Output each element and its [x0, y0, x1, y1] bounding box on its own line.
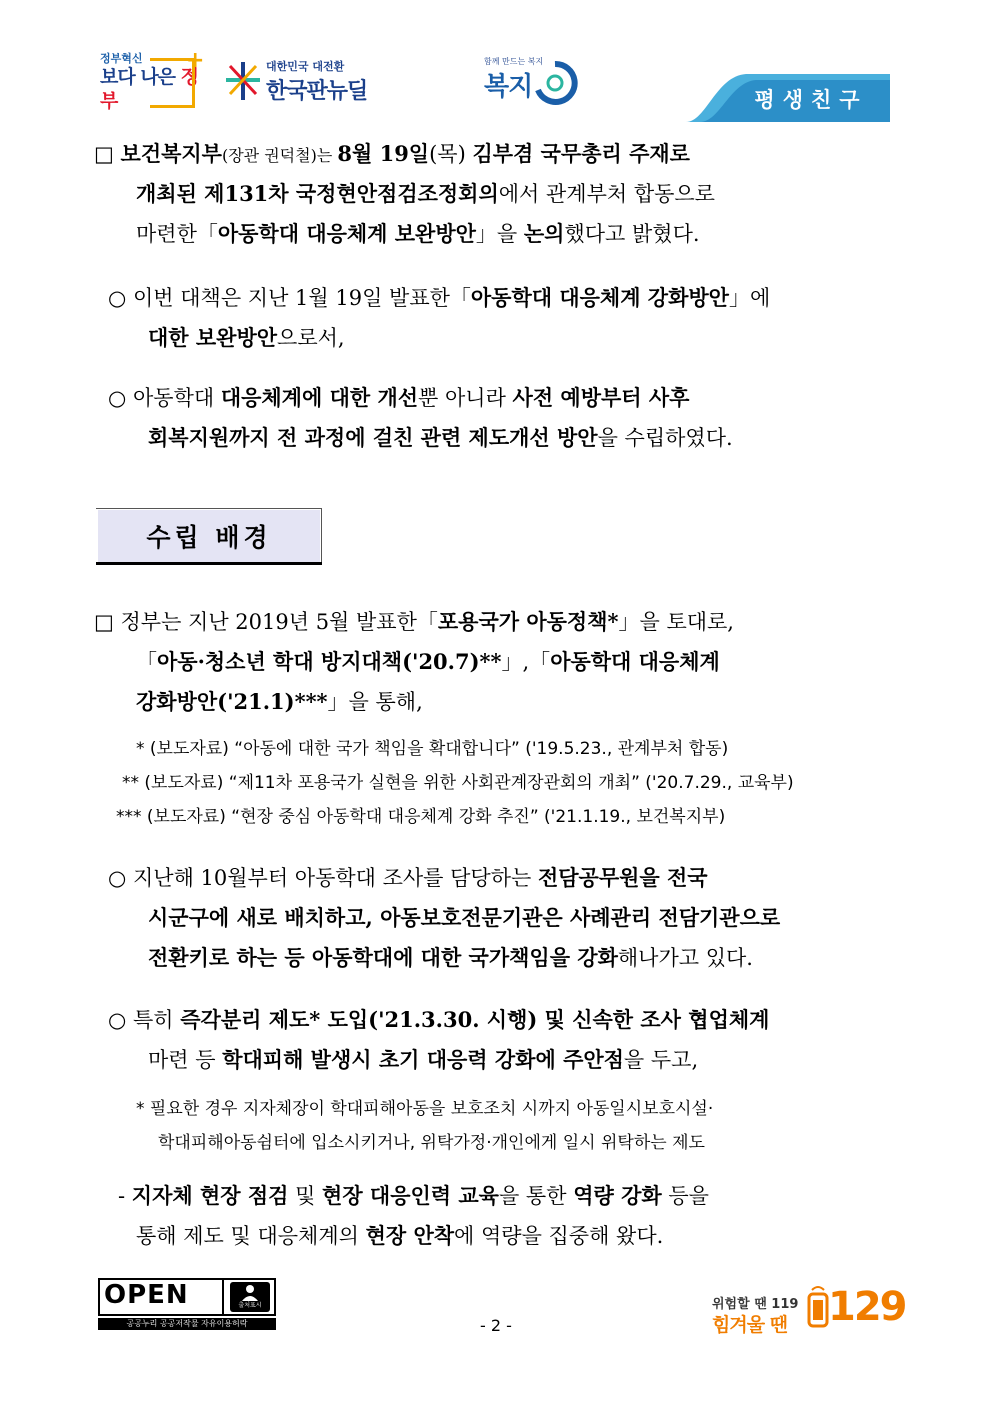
intro-paragraph-line2: 개최된 제131차 국정현안점검조정회의에서 관계부처 합동으로 — [136, 181, 715, 206]
logo-title: 한국판뉴딜 — [266, 79, 368, 104]
logo-title: 보다 나은 정부 — [100, 66, 199, 112]
tab-label: 평생친구 — [754, 88, 868, 112]
dash-line1: - 지자체 현장 점검 및 현장 대응인력 교육을 통한 역량 강화 등을 — [118, 1183, 709, 1208]
header-tab — [686, 72, 890, 122]
footnote: * (보도자료) “아동에 대한 국가 책임을 확대합니다” ('19.5.23., 관계부처 합동) — [136, 739, 729, 759]
footnote: ** (보도자료) “제11차 포용국가 실현을 위한 사회관계장관회의 개최” ('20.7.29., 교육부) — [122, 773, 794, 793]
logo-subtitle: 정부혁신 — [100, 52, 143, 65]
footnote: * 필요한 경우 지자체장이 학대피해아동을 보호조치 시까지 아동일시보호시설· — [136, 1099, 714, 1119]
page-number: - 2 - — [480, 1316, 512, 1335]
footnote: *** (보도자료) “현장 중심 아동학대 대응체계 강화 추진” ('21.1.19., 보건복지부) — [116, 807, 726, 827]
background-line3: 강화방안('21.1)***」을 통해, — [136, 689, 423, 714]
background-line2: 「아동·청소년 학대 방지대책('20.7)**」,「아동학대 대응체계 — [136, 649, 720, 674]
bullet1-line1: ○ 이번 대책은 지난 1월 19일 발표한「아동학대 대응체계 강화방안」에 — [108, 285, 771, 310]
logo-subtitle: 대한민국 대전환 — [266, 60, 345, 73]
bullet2-line1: ○ 아동학대 대응체계에 대한 개선뿐 아니라 사전 예방부터 사후 — [108, 385, 690, 410]
welfare-logo — [484, 56, 584, 108]
bullet2-line2: 회복지원까지 전 과정에 걸친 관련 제도개선 방안을 수립하였다. — [148, 425, 733, 450]
new-deal-star-icon — [224, 60, 262, 102]
attribution-caption: 출처표시 — [238, 1302, 262, 1309]
section-title: 수립 배경 — [146, 523, 272, 552]
intro-paragraph-line3: 마련한「아동학대 대응체계 보완방안」을 논의했다고 밝혔다. — [136, 221, 700, 246]
footnote: 학대피해아동쉼터에 입소시키거나, 위탁가정·개인에게 일시 위탁하는 제도 — [158, 1133, 705, 1153]
dash-line2: 통해 제도 및 대응체계의 현장 안착에 역량을 집중해 왔다. — [136, 1223, 664, 1248]
phone-icon — [806, 1282, 830, 1328]
intro-paragraph-line1: □ 보건복지부(장관 권덕철)는 8월 19일(목) 김부겸 국무총리 주재로 — [94, 141, 690, 166]
bullet3-line3: 전환키로 하는 등 아동학대에 대한 국가책임을 강화해나가고 있다. — [148, 945, 753, 970]
hotline-129-logo — [710, 1276, 906, 1336]
license-strip: 공공누리 공공저작물 자유이용허락 — [98, 1318, 276, 1330]
bullet4-line1: ○ 특히 즉각분리 제도* 도입('21.3.30. 시행) 및 신속한 조사 협업체계 — [108, 1007, 770, 1032]
logo-title: 복지 — [484, 72, 533, 102]
hotline-number: 129 — [828, 1284, 906, 1330]
bullet3-line1: ○ 지난해 10월부터 아동학대 조사를 담당하는 전담공무원을 전국 — [108, 865, 708, 890]
welfare-circle-icon — [532, 60, 578, 106]
logo-subtitle: 함께 만드는 복지 — [484, 57, 544, 66]
section-heading-border — [321, 508, 322, 564]
bullet1-line2: 대한 보완방안으로서, — [148, 325, 345, 350]
hotline-line2: 힘겨울 땐 — [712, 1314, 788, 1336]
background-line1: □ 정부는 지난 2019년 5월 발표한「포용국가 아동정책*」을 토대로, — [94, 609, 734, 634]
hotline-line1: 위험할 땐 119 — [712, 1297, 799, 1312]
plus-icon: + — [186, 48, 205, 73]
section-heading-underline — [96, 562, 322, 565]
badge-divider — [222, 1278, 224, 1316]
bullet4-line2: 마련 등 학대피해 발생시 초기 대응력 강화에 주안점을 두고, — [148, 1047, 699, 1072]
korean-new-deal-logo — [224, 54, 374, 106]
open-word: OPEN — [104, 1280, 189, 1310]
kogl-open-license-badge — [98, 1278, 276, 1330]
section-heading-border — [96, 508, 322, 509]
bullet3-line2: 시군구에 새로 배치하고, 아동보호전문기관은 사례관리 전담기관으로 — [148, 905, 781, 930]
